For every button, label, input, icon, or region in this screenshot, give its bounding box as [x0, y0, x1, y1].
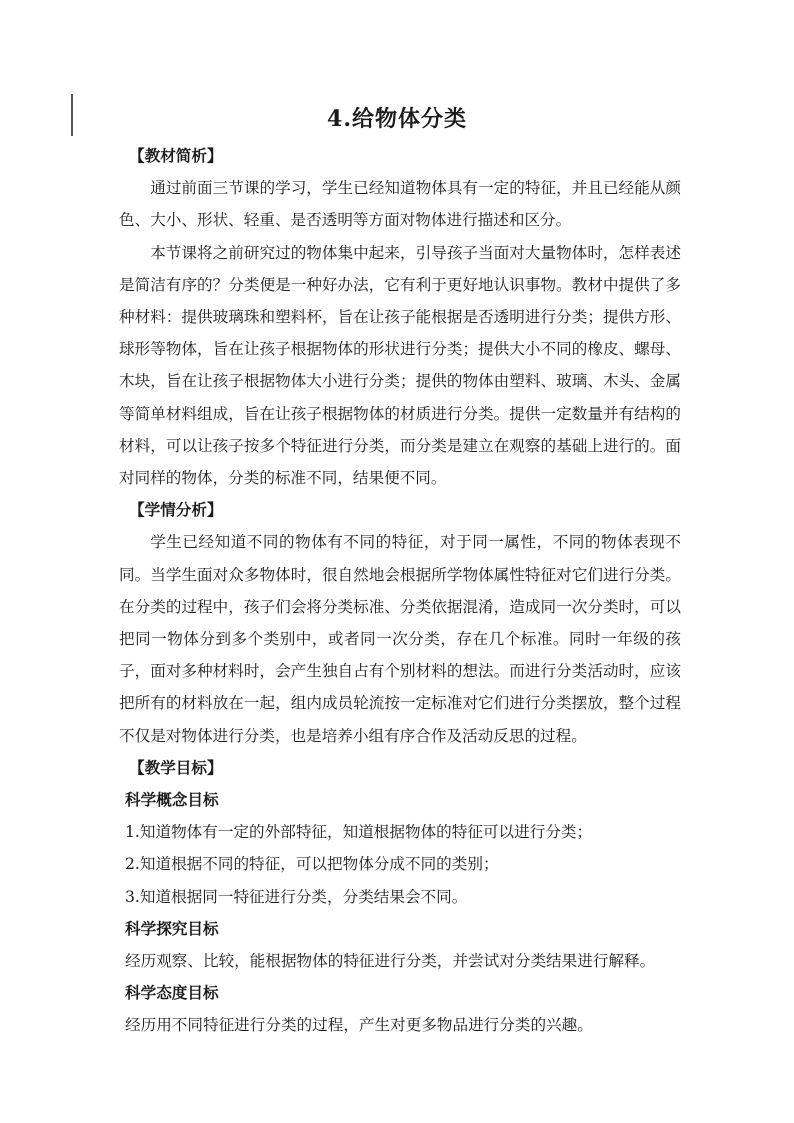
paragraph: 本节课将之前研究过的物体集中起来，引导孩子当面对大量物体时，怎样表述是简洁有序的？分类便是一种好办法，它有利于更好地认识事物。教材中提供了多种材料：提供玻璃珠和塑料杯，旨在让孩子能根据是否透明进行分类；提供方形、球形等物体，旨在让孩子根据物体的形状进行分类；提供大小不同的橡皮、螺母、木块，旨在让孩子根据物体大小进行分类；提供的物体由塑料、玻璃、木头、金属等简单材料组成，旨在让孩子根据物体的材质进行分类。提供一定数量并有结构的材料，可以让孩子按多个特征进行分类，而分类是建立在观察的基础上进行的。面对同样的物体，分类的标准不同，结果便不同。 [119, 243, 681, 488]
section-heading-textbook-analysis: 【教材简析】 [129, 146, 223, 165]
page-title: 4.给物体分类 [327, 106, 467, 132]
paragraph: 学生已经知道不同的物体有不同的特征，对于同一属性，不同的物体表现不同。当学生面对众多物体时，很自然地会根据所学物体属性特征对它们进行分类。在分类的过程中，孩子们会将分类标准、分类依据混淆，造成同一次分类时，可以把同一物体分到多个类别中，或者同一次分类，存在几个标准。同时一年级的孩子，面对多种材料时，会产生独自占有个别材料的想法。而进行分类活动时，应该把所有的材料放在一起，组内成员轮流按一定标准对它们进行分类摆放，整个过程不仅是对物体进行分类，也是培养小组有序合作及活动反思的过程。 [119, 533, 681, 745]
subheading-inquiry-goals: 科学探究目标 [125, 918, 219, 938]
subheading-attitude-goals: 科学态度目标 [125, 983, 219, 1003]
paragraph: 通过前面三节课的学习，学生已经知道物体具有一定的特征，并且已经能从颜色、大小、形状、轻重、是否透明等方面对物体进行描述和区分。 [119, 179, 681, 230]
attitude-goal-text: 经历用不同特征进行分类的过程，产生对更多物品进行分类的兴趣。 [125, 1016, 593, 1035]
inquiry-goal-text: 经历观察、比较，能根据物体的特征进行分类，并尝试对分类结果进行解释。 [125, 952, 656, 971]
list-item: 3.知道根据同一特征进行分类，分类结果会不同。 [125, 887, 468, 906]
list-item: 1.知道物体有一定的外部特征，知道根据物体的特征可以进行分类； [125, 823, 593, 842]
section-heading-student-analysis: 【学情分析】 [129, 500, 223, 520]
subheading-concept-goals: 科学概念目标 [125, 790, 219, 810]
list-item: 2.知道根据不同的特征，可以把物体分成不同的类别； [125, 855, 499, 874]
section-heading-teaching-goals: 【教学目标】 [129, 757, 223, 777]
document-body [119, 140, 681, 1042]
